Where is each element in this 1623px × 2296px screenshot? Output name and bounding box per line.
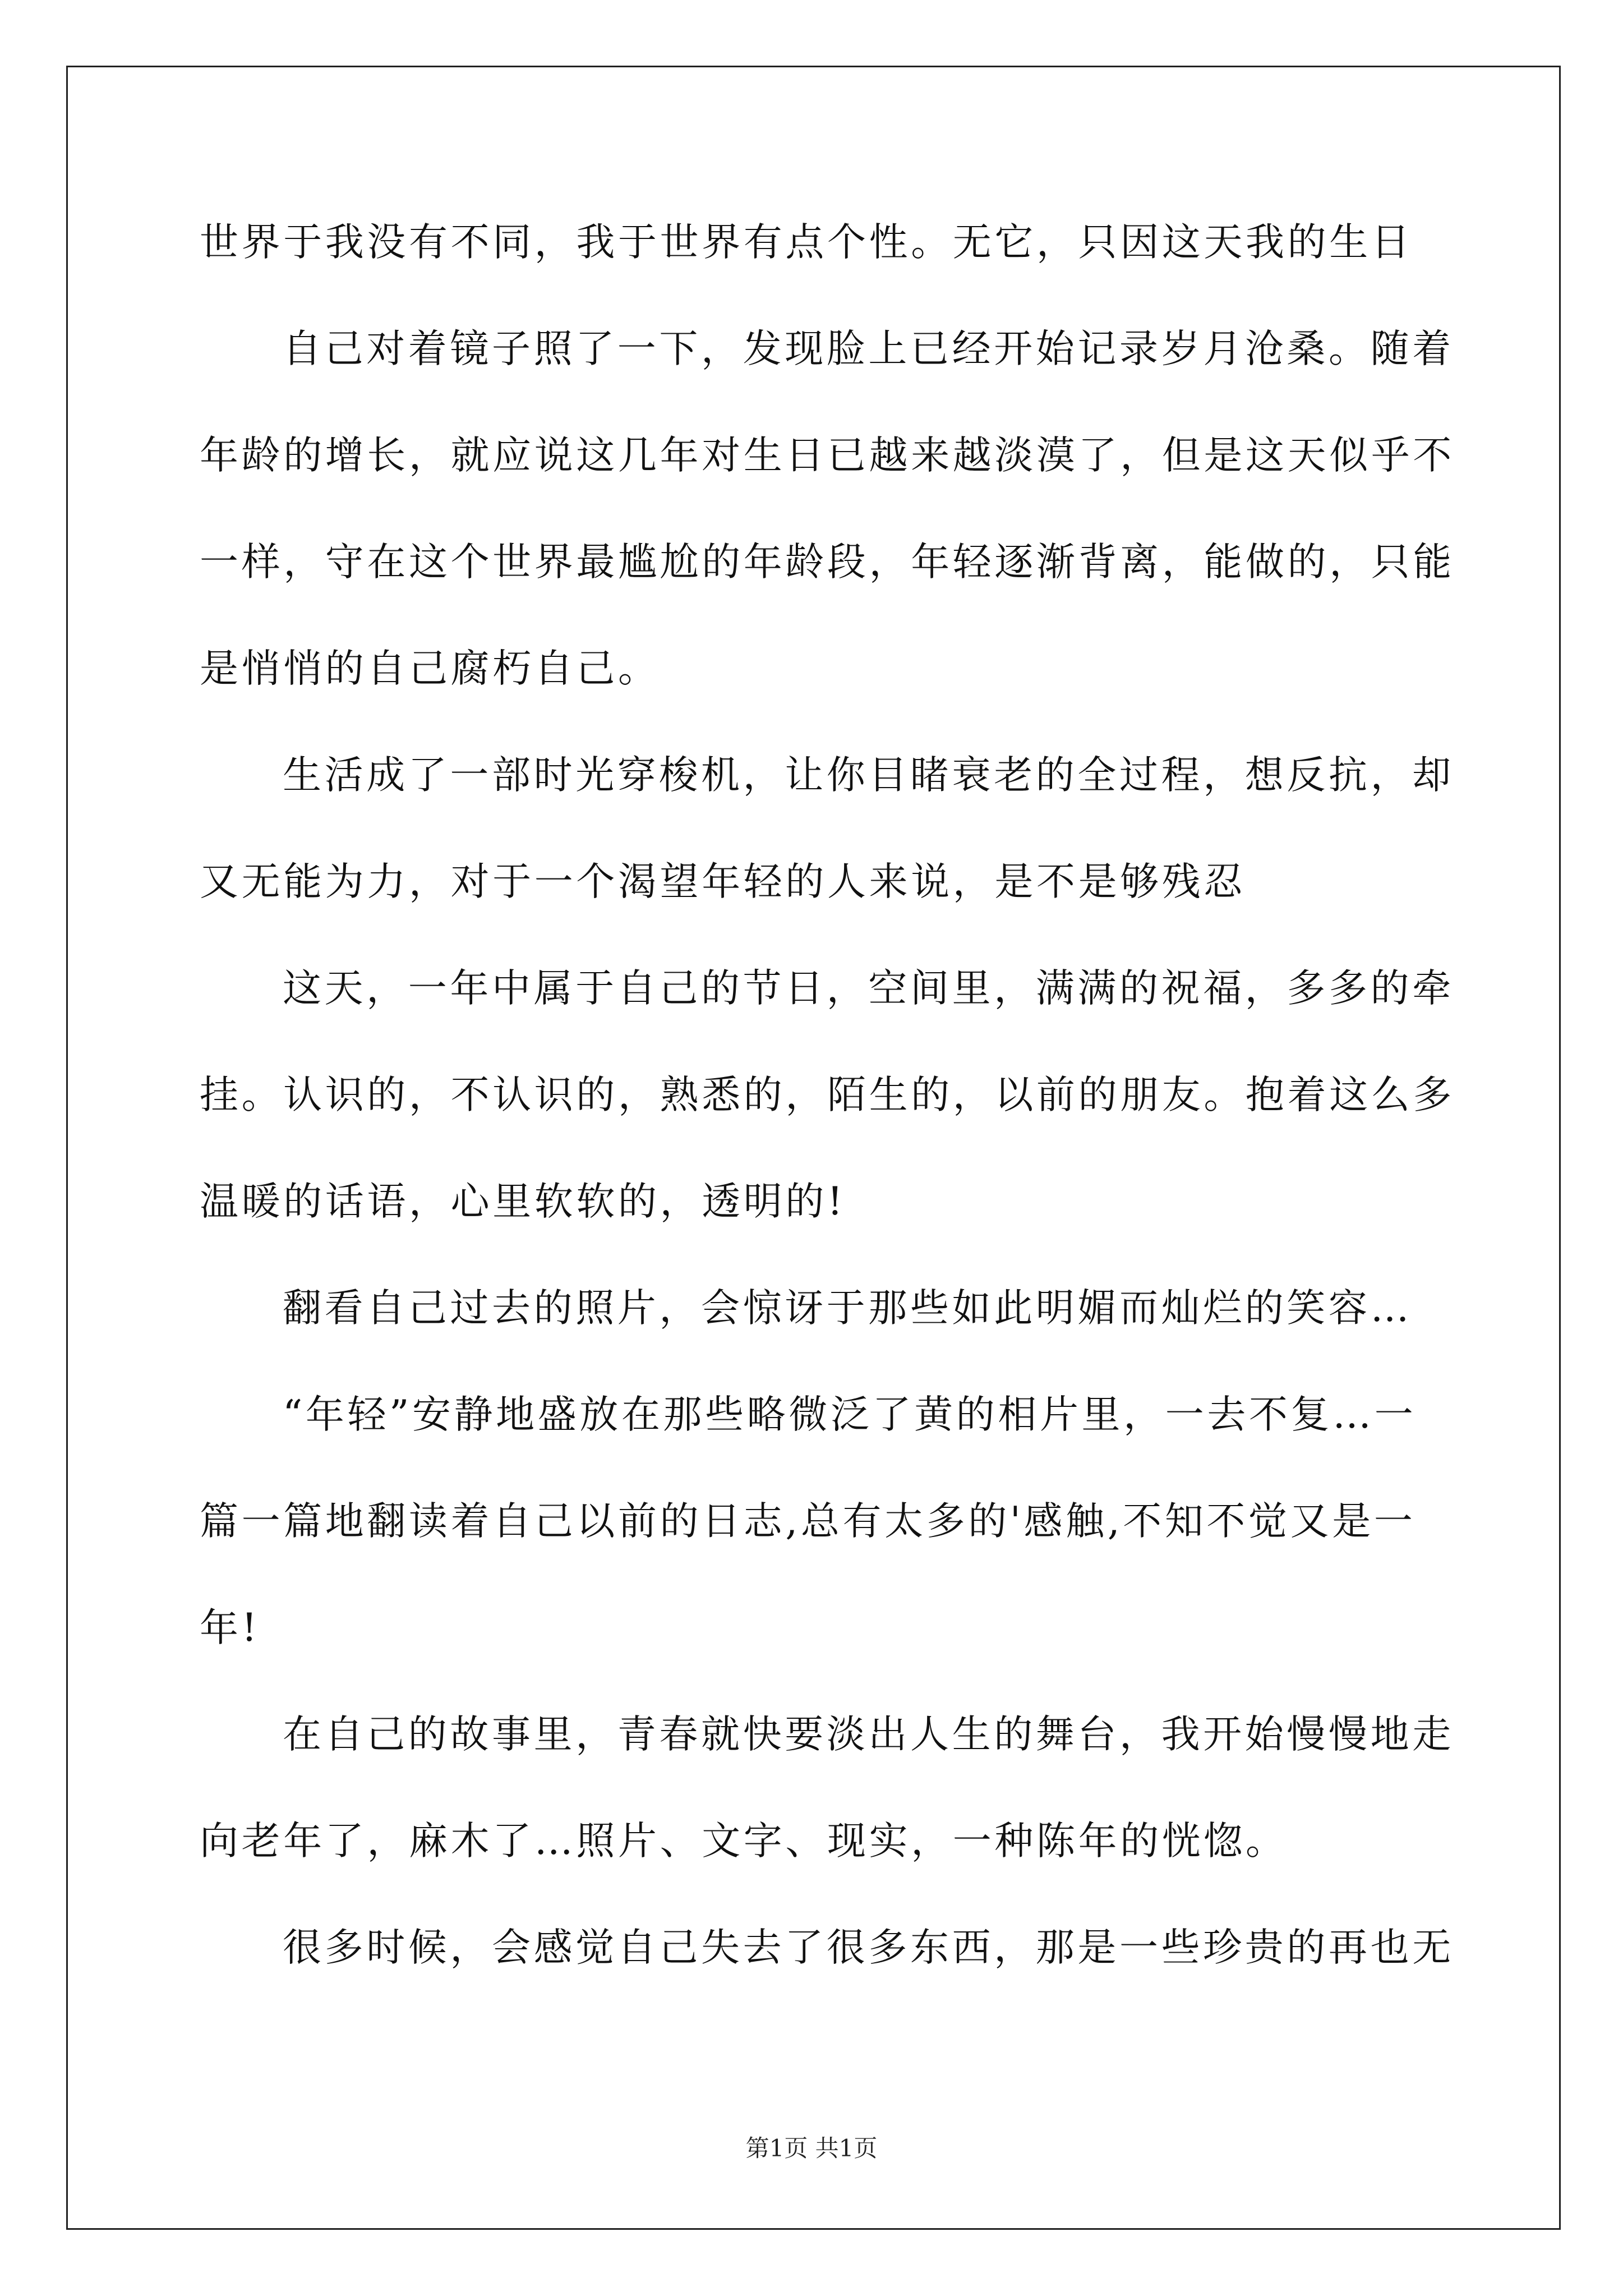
page-border xyxy=(66,66,1561,2230)
text-line-11: 翻看自己过去的照片，会惊讶于那些如此明媚而灿烂的笑容… xyxy=(283,1286,1413,1331)
text-line-12: “年轻”安静地盛放在那些略微泛了黄的相片里，一去不复…一 xyxy=(283,1392,1417,1437)
text-line-17: 很多时候，会感觉自己失去了很多东西，那是一些珍贵的再也无 xyxy=(283,1925,1454,1970)
text-line-6: 生活成了一部时光穿梭机，让你目睹衰老的全过程，想反抗，却 xyxy=(283,753,1454,798)
text-line-4: 一样，守在这个世界最尴尬的年龄段，年轻逐渐背离，能做的，只能 xyxy=(200,540,1455,585)
text-line-14: 年! xyxy=(200,1605,260,1650)
text-line-8: 这天，一年中属于自己的节日，空间里，满满的祝福，多多的牵 xyxy=(283,966,1454,1011)
page-footer: 第1页 共1页 xyxy=(745,2134,878,2162)
text-line-3: 年龄的增长，就应说这几年对生日已越来越淡漠了，但是这天似乎不 xyxy=(200,433,1455,478)
text-line-2: 自己对着镜子照了一下，发现脸上已经开始记录岁月沧桑。随着 xyxy=(283,326,1454,371)
text-line-1: 世界于我没有不同，我于世界有点个性。无它，只因这天我的生日 xyxy=(200,220,1413,265)
text-line-9: 挂。认识的，不认识的，熟悉的，陌生的，以前的朋友。抱着这么多 xyxy=(200,1073,1455,1117)
text-line-16: 向老年了，麻木了…照片、文字、现实，一种陈年的恍惚。 xyxy=(200,1819,1288,1864)
text-line-7: 又无能为力，对于一个渴望年轻的人来说，是不是够残忍 xyxy=(200,859,1246,904)
text-line-13: 篇一篇地翻读着自己以前的日志,总有太多的'感触,不知不觉又是一 xyxy=(200,1499,1416,1544)
text-line-10: 温暖的话语，心里软软的，透明的! xyxy=(200,1179,846,1224)
text-line-15: 在自己的故事里，青春就快要淡出人生的舞台，我开始慢慢地走 xyxy=(283,1712,1454,1757)
text-line-5: 是悄悄的自己腐朽自己。 xyxy=(200,646,660,691)
